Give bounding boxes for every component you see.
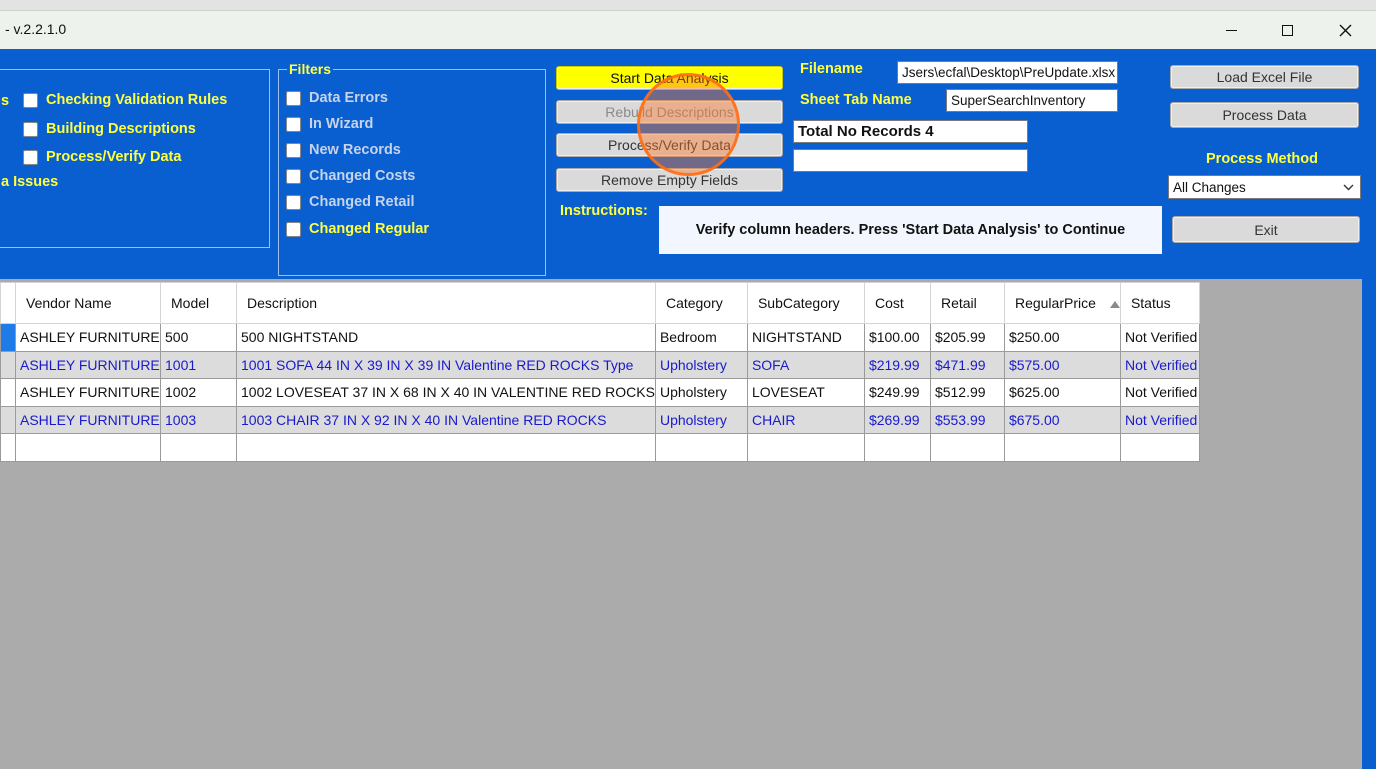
checkbox[interactable]	[23, 150, 38, 165]
table-row[interactable]	[1, 379, 1200, 407]
maximize-button[interactable]	[1258, 11, 1316, 49]
total-records-field: Total No Records 4	[793, 120, 1028, 143]
cell-status[interactable]: Not Verified	[1120, 351, 1199, 379]
column-header[interactable]: Retail	[930, 283, 1004, 324]
filter-label: Changed Regular	[309, 221, 430, 237]
checkbox[interactable]	[286, 143, 301, 158]
filter-changed-regular[interactable]	[286, 221, 429, 237]
data-grid[interactable]	[0, 282, 1200, 462]
status-item-label: Checking Validation Rules	[46, 92, 228, 108]
cell-status[interactable]: Not Verified	[1120, 324, 1199, 352]
cell-vendor[interactable]: ASHLEY FURNITURE	[16, 324, 161, 352]
cell-cost[interactable]: $269.99	[864, 406, 930, 434]
minimize-button[interactable]	[1202, 11, 1260, 49]
cell-vendor[interactable]: ASHLEY FURNITURE	[16, 379, 161, 407]
filter-new-records[interactable]	[286, 142, 401, 158]
table-row[interactable]	[1, 406, 1200, 434]
filter-label: Changed Costs	[309, 168, 416, 184]
close-icon	[1339, 24, 1352, 37]
column-header[interactable]: Description	[237, 283, 656, 324]
checkbox[interactable]	[23, 93, 38, 108]
column-header[interactable]: Category	[655, 283, 747, 324]
load-excel-button[interactable]: Load Excel File	[1170, 65, 1359, 89]
maximize-icon	[1282, 25, 1293, 36]
cell-empty[interactable]	[930, 434, 1004, 462]
table-row[interactable]	[1, 324, 1200, 352]
column-header-label: RegularPrice	[1014, 295, 1096, 311]
top-strip	[0, 0, 1376, 11]
cell-regular-price[interactable]: $250.00	[1004, 324, 1120, 352]
sheet-tab-label: Sheet Tab Name	[800, 92, 912, 108]
cell-cost[interactable]: $100.00	[864, 324, 930, 352]
checkbox[interactable]	[286, 169, 301, 184]
cell-empty[interactable]	[864, 434, 930, 462]
filter-label: New Records	[309, 142, 401, 158]
column-header-sorted[interactable]	[1004, 283, 1120, 324]
checkbox[interactable]	[286, 222, 301, 237]
process-method-label: Process Method	[1206, 151, 1318, 167]
column-header[interactable]: Model	[161, 283, 237, 324]
filters-legend: Filters	[289, 61, 332, 77]
minimize-icon	[1226, 30, 1237, 31]
cell-category[interactable]: Upholstery	[655, 351, 747, 379]
column-header[interactable]: Status	[1120, 283, 1199, 324]
column-header[interactable]: Cost	[864, 283, 930, 324]
start-data-analysis-button[interactable]: Start Data Analysis	[556, 66, 783, 90]
cell-vendor[interactable]: ASHLEY FURNITURE	[16, 406, 161, 434]
status-item-checking-validation[interactable]	[23, 92, 227, 108]
instructions-label: Instructions:	[560, 203, 648, 219]
checkbox[interactable]	[286, 117, 301, 132]
cell-cost[interactable]: $249.99	[864, 379, 930, 407]
cell-retail[interactable]: $512.99	[930, 379, 1004, 407]
cell-subcategory[interactable]: NIGHTSTAND	[747, 324, 864, 352]
process-method-select[interactable]	[1168, 175, 1361, 199]
cell-status[interactable]: Not Verified	[1120, 406, 1199, 434]
filter-label: Data Errors	[309, 90, 388, 106]
table-row-new[interactable]	[1, 434, 1200, 462]
cell-retail[interactable]: $553.99	[930, 406, 1004, 434]
chevron-down-icon	[1343, 184, 1354, 191]
cell-model[interactable]: 500	[161, 324, 237, 352]
cell-regular-price[interactable]: $675.00	[1004, 406, 1120, 434]
cell-model[interactable]: 1003	[161, 406, 237, 434]
cell-empty[interactable]	[1120, 434, 1199, 462]
checkbox[interactable]	[286, 195, 301, 210]
filename-label: Filename	[800, 61, 863, 77]
cell-regular-price[interactable]: $575.00	[1004, 351, 1120, 379]
cell-empty[interactable]	[16, 434, 161, 462]
window-title: - v.2.2.1.0	[5, 21, 67, 37]
cell-model[interactable]: 1002	[161, 379, 237, 407]
title-bar	[0, 11, 1376, 49]
status-group	[0, 69, 270, 248]
process-verify-button[interactable]: Process/Verify Data	[556, 133, 783, 157]
process-method-value: All Changes	[1173, 179, 1246, 195]
row-selector[interactable]	[1, 434, 16, 462]
remove-empty-fields-button[interactable]: Remove Empty Fields	[556, 168, 783, 192]
exit-button[interactable]: Exit	[1172, 216, 1360, 243]
filters-group	[278, 61, 546, 276]
table-row[interactable]	[1, 351, 1200, 379]
cell-description[interactable]: 1002 LOVESEAT 37 IN X 68 IN X 40 IN VALENTINE RED ROCKS	[237, 379, 656, 407]
main-window	[0, 49, 1376, 769]
cell-subcategory[interactable]: SOFA	[747, 351, 864, 379]
close-button[interactable]	[1316, 11, 1374, 49]
filter-label: Changed Retail	[309, 194, 415, 210]
filter-changed-retail[interactable]	[286, 194, 415, 210]
rebuild-descriptions-button[interactable]: Rebuild Descriptions	[556, 100, 783, 124]
filter-in-wizard[interactable]	[286, 116, 373, 132]
cell-regular-price[interactable]: $625.00	[1004, 379, 1120, 407]
status-item-building-descriptions[interactable]	[23, 121, 196, 137]
cell-cost[interactable]: $219.99	[864, 351, 930, 379]
filter-label: In Wizard	[309, 116, 374, 132]
cell-category[interactable]: Upholstery	[655, 406, 747, 434]
cell-status[interactable]: Not Verified	[1120, 379, 1199, 407]
column-header[interactable]: SubCategory	[747, 283, 864, 324]
cell-subcategory[interactable]: LOVESEAT	[747, 379, 864, 407]
row-selector[interactable]	[1, 351, 16, 379]
cell-empty[interactable]	[237, 434, 656, 462]
status-item-label: Building Descriptions	[46, 121, 196, 137]
instructions-text: Verify column headers. Press 'Start Data Analysis' to Continue	[659, 206, 1162, 254]
cell-vendor[interactable]: ASHLEY FURNITURE	[16, 351, 161, 379]
column-header[interactable]: Vendor Name	[16, 283, 161, 324]
cell-description[interactable]: 500 NIGHTSTAND	[237, 324, 656, 352]
row-selector[interactable]	[1, 379, 16, 407]
checkbox[interactable]	[23, 122, 38, 137]
status-item-process-verify[interactable]	[23, 149, 181, 165]
cell-retail[interactable]: $471.99	[930, 351, 1004, 379]
cell-empty[interactable]	[1004, 434, 1120, 462]
cell-category[interactable]: Bedroom	[655, 324, 747, 352]
cell-description[interactable]: 1001 SOFA 44 IN X 39 IN X 39 IN Valentine RED ROCKS Type	[237, 351, 656, 379]
filename-field[interactable]: Jsers\ecfal\Desktop\PreUpdate.xlsx	[897, 61, 1118, 84]
sort-ascending-icon	[1110, 301, 1120, 308]
cell-category[interactable]: Upholstery	[655, 379, 747, 407]
status-partial-label-2: a Issues	[1, 174, 59, 190]
data-grid-area	[0, 279, 1362, 769]
process-data-button[interactable]: Process Data	[1170, 102, 1359, 128]
cell-retail[interactable]: $205.99	[930, 324, 1004, 352]
filter-data-errors[interactable]	[286, 90, 388, 106]
cell-model[interactable]: 1001	[161, 351, 237, 379]
row-header-corner	[1, 283, 16, 324]
cell-description[interactable]: 1003 CHAIR 37 IN X 92 IN X 40 IN Valentine RED ROCKS	[237, 406, 656, 434]
sheet-tab-field[interactable]: SuperSearchInventory	[946, 89, 1118, 112]
row-selector[interactable]	[1, 406, 16, 434]
cell-subcategory[interactable]: CHAIR	[747, 406, 864, 434]
status-partial-label-1: s	[1, 93, 10, 109]
cell-empty[interactable]	[161, 434, 237, 462]
filter-changed-costs[interactable]	[286, 168, 415, 184]
extra-field[interactable]	[793, 149, 1028, 172]
grid-header-row	[1, 283, 1200, 324]
checkbox[interactable]	[286, 91, 301, 106]
row-selector[interactable]	[1, 324, 16, 352]
status-item-label: Process/Verify Data	[46, 149, 182, 165]
cell-empty[interactable]	[747, 434, 864, 462]
cell-empty[interactable]	[655, 434, 747, 462]
